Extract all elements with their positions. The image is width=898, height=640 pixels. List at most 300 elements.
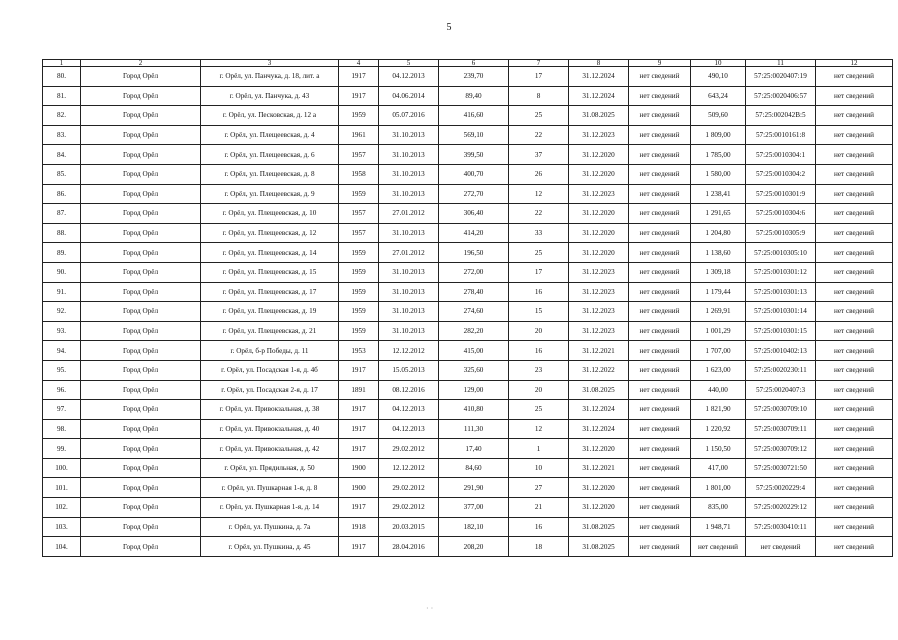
table-cell: Город Орёл <box>81 204 201 224</box>
table-cell: 490,10 <box>691 67 746 87</box>
table-cell: 57:25:0020407:19 <box>746 67 816 87</box>
table-cell: Город Орёл <box>81 537 201 557</box>
column-header: 3 <box>201 60 339 67</box>
table-cell: г. Орёл, ул. Пушкарная 1-я, д. 14 <box>201 498 339 518</box>
table-cell: 12.12.2012 <box>379 341 439 361</box>
table-cell: нет сведений <box>816 204 893 224</box>
table-cell: Город Орёл <box>81 125 201 145</box>
column-header: 8 <box>569 60 629 67</box>
table-cell: нет сведений <box>816 419 893 439</box>
table-cell: 29.02.2012 <box>379 498 439 518</box>
table-cell: 57:25:0010304:1 <box>746 145 816 165</box>
table-row <box>43 302 893 322</box>
table-cell: 08.12.2016 <box>379 380 439 400</box>
table-row <box>43 341 893 361</box>
table-cell: 57:25:0020229:12 <box>746 498 816 518</box>
table-cell: 17 <box>509 262 569 282</box>
table-cell: 31.12.2023 <box>569 125 629 145</box>
table-cell: нет сведений <box>629 262 691 282</box>
table-cell: нет сведений <box>816 164 893 184</box>
table-row <box>43 478 893 498</box>
table-cell: 1917 <box>339 67 379 87</box>
column-header: 10 <box>691 60 746 67</box>
table-cell: 1917 <box>339 400 379 420</box>
table-cell: 278,40 <box>439 282 509 302</box>
table-cell: Город Орёл <box>81 498 201 518</box>
table-cell: 90. <box>43 262 81 282</box>
table-cell: 196,50 <box>439 243 509 263</box>
table-row <box>43 400 893 420</box>
table-cell: 29.02.2012 <box>379 439 439 459</box>
table-cell: нет сведений <box>816 498 893 518</box>
table-cell: 87. <box>43 204 81 224</box>
table-cell: г. Орёл, ул. Пушкина, д. 45 <box>201 537 339 557</box>
table-cell: 96. <box>43 380 81 400</box>
table-cell: 31.12.2020 <box>569 498 629 518</box>
table-cell: 57:25:0010301:14 <box>746 302 816 322</box>
table-cell: 57:25:0030721:50 <box>746 458 816 478</box>
table-row <box>43 243 893 263</box>
table-cell: нет сведений <box>816 537 893 557</box>
table-cell: 417,00 <box>691 458 746 478</box>
table-row <box>43 360 893 380</box>
table-cell: 1 801,00 <box>691 478 746 498</box>
table-cell: 1917 <box>339 419 379 439</box>
table-cell: г. Орёл, ул. Плещеевская, д. 8 <box>201 164 339 184</box>
table-cell: 57:25:0010304:2 <box>746 164 816 184</box>
table-cell: 1917 <box>339 439 379 459</box>
table-cell: 31.12.2022 <box>569 360 629 380</box>
page-number: 5 <box>446 22 452 33</box>
table-cell: 104. <box>43 537 81 557</box>
table-cell: нет сведений <box>816 282 893 302</box>
table-cell: 1 238,41 <box>691 184 746 204</box>
table-cell: нет сведений <box>816 262 893 282</box>
table-cell: г. Орёл, ул. Панчука, д. 43 <box>201 86 339 106</box>
table-cell: нет сведений <box>629 400 691 420</box>
table-cell: 22 <box>509 204 569 224</box>
table-cell: нет сведений <box>816 400 893 420</box>
table-cell: 1959 <box>339 106 379 126</box>
table-cell: 509,60 <box>691 106 746 126</box>
table-cell: нет сведений <box>629 223 691 243</box>
table-row <box>43 204 893 224</box>
table-cell: 1891 <box>339 380 379 400</box>
table-cell: 1 309,18 <box>691 262 746 282</box>
table-cell: нет сведений <box>629 302 691 322</box>
table-cell: нет сведений <box>816 86 893 106</box>
table-cell: 97. <box>43 400 81 420</box>
table-cell: 1959 <box>339 321 379 341</box>
table-cell: г. Орёл, ул. Плещеевская, д. 15 <box>201 262 339 282</box>
table-cell: 31.08.2025 <box>569 517 629 537</box>
table-cell: Город Орёл <box>81 400 201 420</box>
table-cell: нет сведений <box>629 145 691 165</box>
table-row <box>43 223 893 243</box>
table-cell: 31.10.2013 <box>379 302 439 322</box>
table-cell: Город Орёл <box>81 478 201 498</box>
table-cell: нет сведений <box>629 86 691 106</box>
table-row <box>43 419 893 439</box>
table-cell: 31.12.2024 <box>569 400 629 420</box>
table-cell: Город Орёл <box>81 282 201 302</box>
column-header: 7 <box>509 60 569 67</box>
table-cell: 31.12.2023 <box>569 184 629 204</box>
table-cell: 416,60 <box>439 106 509 126</box>
column-header: 5 <box>379 60 439 67</box>
table-cell: 102. <box>43 498 81 518</box>
table-cell: 57:25:0010305:10 <box>746 243 816 263</box>
table-row <box>43 125 893 145</box>
table-cell: 1 220,92 <box>691 419 746 439</box>
table-cell: 16 <box>509 517 569 537</box>
table-cell: нет сведений <box>691 537 746 557</box>
table-cell: 10 <box>509 458 569 478</box>
table-cell: 99. <box>43 439 81 459</box>
table-cell: 37 <box>509 145 569 165</box>
table-cell: 272,70 <box>439 184 509 204</box>
table-cell: Город Орёл <box>81 243 201 263</box>
table-row <box>43 517 893 537</box>
table-cell: 31.10.2013 <box>379 321 439 341</box>
table-cell: Город Орёл <box>81 184 201 204</box>
table-cell: 1 623,00 <box>691 360 746 380</box>
table-cell: 1 707,00 <box>691 341 746 361</box>
table-row <box>43 184 893 204</box>
table-row <box>43 282 893 302</box>
table-cell: 80. <box>43 67 81 87</box>
table-cell: Город Орёл <box>81 223 201 243</box>
table-cell: г. Орёл, ул. Плещеевская, д. 19 <box>201 302 339 322</box>
table-cell: нет сведений <box>816 321 893 341</box>
table-cell: 1 150,50 <box>691 439 746 459</box>
column-header: 2 <box>81 60 201 67</box>
table-cell: 57:25:0020406:57 <box>746 86 816 106</box>
table-cell: 31.10.2013 <box>379 184 439 204</box>
table-cell: 1959 <box>339 184 379 204</box>
table-cell: 25 <box>509 400 569 420</box>
table-cell: 86. <box>43 184 81 204</box>
table-row <box>43 67 893 87</box>
table-cell: 1957 <box>339 145 379 165</box>
table-cell: 57:25:0010301:13 <box>746 282 816 302</box>
table-cell: нет сведений <box>629 458 691 478</box>
table-cell: 31.12.2020 <box>569 223 629 243</box>
table-cell: Город Орёл <box>81 145 201 165</box>
table-cell: 04.12.2013 <box>379 419 439 439</box>
table-cell: нет сведений <box>629 439 691 459</box>
table-cell: 1959 <box>339 302 379 322</box>
table-cell: нет сведений <box>746 537 816 557</box>
table-cell: 05.07.2016 <box>379 106 439 126</box>
table-cell: 208,20 <box>439 537 509 557</box>
table-row <box>43 164 893 184</box>
table-cell: нет сведений <box>816 67 893 87</box>
table-cell: 239,70 <box>439 67 509 87</box>
table-cell: 31.12.2023 <box>569 321 629 341</box>
table-cell: 21 <box>509 498 569 518</box>
table-cell: нет сведений <box>629 243 691 263</box>
table-cell: 16 <box>509 341 569 361</box>
table-cell: 31.12.2024 <box>569 86 629 106</box>
table-body <box>43 67 893 557</box>
table-cell: 1957 <box>339 204 379 224</box>
housing-register-table <box>42 59 893 557</box>
table-row <box>43 537 893 557</box>
table-row <box>43 86 893 106</box>
scan-mark: · · <box>426 604 434 613</box>
table-cell: 33 <box>509 223 569 243</box>
table-cell: 57:25:0010305:9 <box>746 223 816 243</box>
table-cell: г. Орёл, ул. Плещеевская, д. 4 <box>201 125 339 145</box>
table-cell: 57:25:002042В:5 <box>746 106 816 126</box>
table-cell: 82. <box>43 106 81 126</box>
table-cell: 12 <box>509 419 569 439</box>
table-cell: 57:25:0030709:12 <box>746 439 816 459</box>
table-cell: 25 <box>509 106 569 126</box>
table-cell: нет сведений <box>629 419 691 439</box>
table-cell: 17,40 <box>439 439 509 459</box>
table-cell: 1 <box>509 439 569 459</box>
table-cell: 1 138,60 <box>691 243 746 263</box>
table-cell: 57:25:0010402:13 <box>746 341 816 361</box>
table-cell: нет сведений <box>816 478 893 498</box>
table-cell: 22 <box>509 125 569 145</box>
table-cell: Город Орёл <box>81 67 201 87</box>
table-cell: 16 <box>509 282 569 302</box>
table-cell: нет сведений <box>629 184 691 204</box>
table-cell: 92. <box>43 302 81 322</box>
table-cell: Город Орёл <box>81 517 201 537</box>
table-cell: Город Орёл <box>81 86 201 106</box>
table-cell: 57:25:0010301:15 <box>746 321 816 341</box>
table-cell: 282,20 <box>439 321 509 341</box>
table-cell: 31.12.2023 <box>569 302 629 322</box>
table-cell: 1 821,90 <box>691 400 746 420</box>
table-cell: 569,10 <box>439 125 509 145</box>
table-cell: 1900 <box>339 478 379 498</box>
table-cell: 57:25:0030709:10 <box>746 400 816 420</box>
table-cell: 28.04.2016 <box>379 537 439 557</box>
table-cell: 1917 <box>339 498 379 518</box>
column-header: 4 <box>339 60 379 67</box>
table-cell: 57:25:0020407:3 <box>746 380 816 400</box>
table-cell: 31.12.2020 <box>569 439 629 459</box>
table-cell: Город Орёл <box>81 458 201 478</box>
table-cell: 93. <box>43 321 81 341</box>
table-cell: 1959 <box>339 243 379 263</box>
table-cell: 57:25:0010301:9 <box>746 184 816 204</box>
table-cell: 20 <box>509 321 569 341</box>
table-row <box>43 262 893 282</box>
table-cell: г. Орёл, ул. Плещеевская, д. 9 <box>201 184 339 204</box>
table-cell: Город Орёл <box>81 380 201 400</box>
table-cell: 1959 <box>339 262 379 282</box>
table-cell: 31.12.2021 <box>569 458 629 478</box>
table-cell: г. Орёл, ул. Посадская 1-я, д. 4б <box>201 360 339 380</box>
column-header: 11 <box>746 60 816 67</box>
table-cell: 29.02.2012 <box>379 478 439 498</box>
table-cell: 410,80 <box>439 400 509 420</box>
table-cell: нет сведений <box>816 380 893 400</box>
table-cell: 1 291,65 <box>691 204 746 224</box>
table-cell: 182,10 <box>439 517 509 537</box>
table-cell: 31.10.2013 <box>379 282 439 302</box>
table-cell: 399,50 <box>439 145 509 165</box>
table-cell: 31.12.2024 <box>569 67 629 87</box>
table-cell: г. Орёл, ул. Посадская 2-я, д. 17 <box>201 380 339 400</box>
table-cell: 31.12.2020 <box>569 204 629 224</box>
table-cell: 88. <box>43 223 81 243</box>
table-cell: г. Орёл, ул. Песковская, д. 12 а <box>201 106 339 126</box>
table-cell: 1 269,91 <box>691 302 746 322</box>
table-cell: нет сведений <box>816 341 893 361</box>
table-cell: 04.12.2013 <box>379 67 439 87</box>
table-cell: Город Орёл <box>81 419 201 439</box>
table-cell: 95. <box>43 360 81 380</box>
table-cell: 31.10.2013 <box>379 145 439 165</box>
table-cell: 31.12.2023 <box>569 262 629 282</box>
table-cell: 31.10.2013 <box>379 164 439 184</box>
table-cell: 415,00 <box>439 341 509 361</box>
table-cell: нет сведений <box>629 125 691 145</box>
table-cell: 27.01.2012 <box>379 243 439 263</box>
table-cell: 04.06.2014 <box>379 86 439 106</box>
table-cell: 1 580,00 <box>691 164 746 184</box>
table-cell: г. Орёл, ул. Плещеевская, д. 14 <box>201 243 339 263</box>
table-cell: 57:25:0020230:11 <box>746 360 816 380</box>
table-cell: 12.12.2012 <box>379 458 439 478</box>
table-cell: г. Орёл, ул. Плещеевская, д. 10 <box>201 204 339 224</box>
table-cell: 1953 <box>339 341 379 361</box>
table-cell: Город Орёл <box>81 106 201 126</box>
table-cell: 84,60 <box>439 458 509 478</box>
table-cell: нет сведений <box>816 302 893 322</box>
table-cell: 57:25:0010161:8 <box>746 125 816 145</box>
table-cell: 81. <box>43 86 81 106</box>
table-row <box>43 439 893 459</box>
table-cell: 57:25:0010304:6 <box>746 204 816 224</box>
table-cell: нет сведений <box>816 360 893 380</box>
table-cell: Город Орёл <box>81 164 201 184</box>
table-cell: 57:25:0010301:12 <box>746 262 816 282</box>
table-cell: г. Орёл, ул. Привокзальная, д. 42 <box>201 439 339 459</box>
table-cell: 20.03.2015 <box>379 517 439 537</box>
table-cell: нет сведений <box>816 243 893 263</box>
table-cell: нет сведений <box>629 67 691 87</box>
table-cell: 25 <box>509 243 569 263</box>
table-cell: 31.12.2024 <box>569 419 629 439</box>
table-cell: нет сведений <box>629 478 691 498</box>
table-cell: 26 <box>509 164 569 184</box>
table-cell: нет сведений <box>816 517 893 537</box>
table-cell: 15 <box>509 302 569 322</box>
table-cell: нет сведений <box>816 439 893 459</box>
table-row <box>43 106 893 126</box>
column-header: 9 <box>629 60 691 67</box>
table-cell: 1 179,44 <box>691 282 746 302</box>
table-cell: 643,24 <box>691 86 746 106</box>
table-cell: 1958 <box>339 164 379 184</box>
table-cell: 1 785,00 <box>691 145 746 165</box>
table-row <box>43 321 893 341</box>
table-cell: 325,60 <box>439 360 509 380</box>
table-cell: нет сведений <box>816 106 893 126</box>
table-cell: 111,30 <box>439 419 509 439</box>
table-cell: нет сведений <box>816 125 893 145</box>
table-cell: г. Орёл, ул. Привокзальная, д. 38 <box>201 400 339 420</box>
table-cell: 57:25:0020229:4 <box>746 478 816 498</box>
table-cell: Город Орёл <box>81 341 201 361</box>
table-cell: нет сведений <box>629 498 691 518</box>
table-cell: 1 001,29 <box>691 321 746 341</box>
table-cell: 31.12.2020 <box>569 243 629 263</box>
table-cell: 1 809,00 <box>691 125 746 145</box>
table-cell: 83. <box>43 125 81 145</box>
table-cell: 272,00 <box>439 262 509 282</box>
table-cell: 89. <box>43 243 81 263</box>
table-cell: 89,40 <box>439 86 509 106</box>
table-cell: 27.01.2012 <box>379 204 439 224</box>
table-cell: 94. <box>43 341 81 361</box>
table-cell: 1917 <box>339 86 379 106</box>
table-cell: нет сведений <box>816 184 893 204</box>
table-cell: 31.12.2020 <box>569 478 629 498</box>
table-cell: 306,40 <box>439 204 509 224</box>
table-cell: 20 <box>509 380 569 400</box>
table-cell: нет сведений <box>629 282 691 302</box>
table-row <box>43 145 893 165</box>
table-cell: г. Орёл, ул. Пушкарная 1-я, д. 8 <box>201 478 339 498</box>
table-cell: 31.12.2020 <box>569 145 629 165</box>
table-cell: г. Орёл, ул. Пушкина, д. 7а <box>201 517 339 537</box>
table-cell: 84. <box>43 145 81 165</box>
table-cell: 31.10.2013 <box>379 125 439 145</box>
table-cell: 31.12.2021 <box>569 341 629 361</box>
table-row <box>43 458 893 478</box>
table-cell: г. Орёл, ул. Плещеевская, д. 21 <box>201 321 339 341</box>
table-cell: нет сведений <box>629 321 691 341</box>
table-cell: 291,90 <box>439 478 509 498</box>
table-cell: нет сведений <box>629 204 691 224</box>
table-cell: 1 948,71 <box>691 517 746 537</box>
table-cell: 31.10.2013 <box>379 223 439 243</box>
table-cell: нет сведений <box>629 537 691 557</box>
table-cell: 12 <box>509 184 569 204</box>
table-cell: нет сведений <box>629 341 691 361</box>
table-cell: нет сведений <box>629 164 691 184</box>
table-cell: г. Орёл, ул. Плещеевская, д. 6 <box>201 145 339 165</box>
table-cell: нет сведений <box>629 360 691 380</box>
table-cell: 17 <box>509 67 569 87</box>
table-cell: 85. <box>43 164 81 184</box>
column-header: 12 <box>816 60 893 67</box>
table-cell: 8 <box>509 86 569 106</box>
table-cell: 04.12.2013 <box>379 400 439 420</box>
table-cell: Город Орёл <box>81 262 201 282</box>
table-cell: 23 <box>509 360 569 380</box>
table-cell: нет сведений <box>629 106 691 126</box>
table-cell: нет сведений <box>816 145 893 165</box>
table-cell: 31.08.2025 <box>569 106 629 126</box>
table-cell: нет сведений <box>816 223 893 243</box>
table-cell: нет сведений <box>629 517 691 537</box>
table-cell: г. Орёл, ул. Привокзальная, д. 40 <box>201 419 339 439</box>
table-cell: нет сведений <box>629 380 691 400</box>
table-cell: Город Орёл <box>81 439 201 459</box>
table-cell: Город Орёл <box>81 302 201 322</box>
table-cell: г. Орёл, ул. Прядильная, д. 50 <box>201 458 339 478</box>
